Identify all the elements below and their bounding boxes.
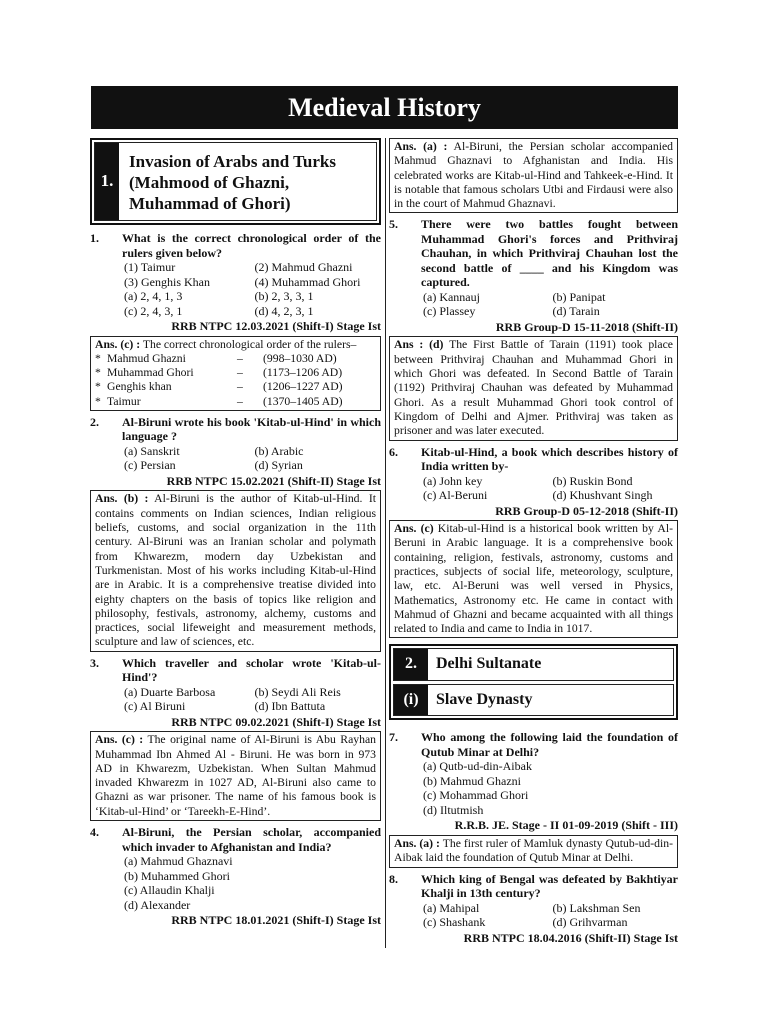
option: (a) Qutb-ud-din-Aibak [423,759,532,774]
question-5-options [423,290,678,319]
section-2-header [393,648,674,681]
option: (b) 2, 3, 3, 1 [254,289,314,303]
question-2 [90,415,381,444]
question-4 [90,825,381,854]
option: (b) Lakshman Sen [552,900,641,915]
section-2-number: 2. [394,649,428,680]
option: (a) Kannauj [423,289,480,304]
answer-5 [389,336,678,440]
question-number: 6. [389,444,398,459]
answer-label: Ans. (b) : [95,492,149,506]
option: (d) Khushvant Singh [552,488,653,503]
question-8-options [423,901,678,930]
question-number: 3. [90,655,99,670]
ruler-years: (998–1030 AD) [263,351,337,365]
option: (b) Muhammed Ghori [124,868,230,883]
option: (b) Panipat [552,289,606,304]
option: (c) Mohammad Ghori [423,788,529,803]
option: (c) Al Biruni [124,699,186,714]
option: (4) Muhammad Ghori [254,274,361,289]
option: (c) Al-Beruni [423,488,488,503]
question-4-source: RRB NTPC 18.01.2021 (Shift-I) Stage Ist [171,913,381,928]
bullet: * [95,366,101,380]
option: (b) Mahmud Ghazni [423,773,521,788]
question-2-options [124,444,381,473]
question-5-source: RRB Group-D 15-11-2018 (Shift-II) [495,319,678,334]
question-3-source: RRB NTPC 09.02.2021 (Shift-I) Stage Ist [171,714,381,729]
dash: – [237,394,243,408]
option: (d) Syrian [254,458,303,473]
answer-text: The first ruler of Mamluk dynasty Qutub-ud-din-Aibak laid the foundation of Qutub Minar at Delhi. [394,836,673,865]
question-number: 4. [90,825,99,840]
option: (b) Seydi Ali Reis [254,684,341,699]
option: (d) Tarain [552,304,600,319]
answer-label: Ans. (a) : [394,836,440,850]
ruler-name: Mahmud Ghazni [107,351,186,365]
question-1 [90,231,381,260]
question-4-options [124,854,381,912]
option: (c) Allaudin Khalji [124,883,215,898]
section-1-header [94,142,377,221]
option: (b) Arabic [254,443,304,458]
question-number: 8. [389,871,398,886]
answer-text: Al-Biruni is the author of Kitab-ul-Hind. It contains comments on Indian sciences, Indian religious beliefs, customs, and social organization in the 11th century. Al-Biruni was an Iranian scholar and polymath from Khwarezm, modern day Uzbekistan and Turkmenistan. Most of his works including Kitab-ul-Hind are in Arabic. It is a comprehensive treatise divided into eighty chapters on the basis of topics like religion and philosophy, festivals, astronomy, alchemy, customs and practices, social lifeweight and measurement methods, sculpture and law of sciences, etc. [95,492,376,649]
answer-6 [389,520,678,638]
answer-4 [389,138,678,213]
option: (2) Mahmud Ghazni [254,260,353,274]
section-1-header-box [90,138,381,225]
column-divider [385,138,386,948]
option: (d) Iltutmish [423,802,484,817]
page-title: Medieval History [91,86,678,129]
ruler-row [95,352,376,366]
question-8 [389,872,678,901]
question-text: There were two battles fought between Muhammad Ghori's forces and Prithviraj Chauhan, in which Prithviraj Chauhan lost the second battle of ____ and his Kingdom was captured. [421,217,678,290]
question-1-source: RRB NTPC 12.03.2021 (Shift-I) Stage Ist [171,319,381,333]
option: (d) Alexander [124,897,191,912]
dash: – [237,366,243,380]
option: (a) Duarte Barbosa [124,684,216,699]
ruler-name: Genghis khan [107,380,172,394]
option: (d) Ibn Battuta [254,699,326,714]
option: (3) Genghis Khan [124,274,210,289]
bullet: * [95,351,101,365]
question-6 [389,445,678,474]
option: (c) Plassey [423,304,476,319]
ruler-years: (1370–1405 AD) [263,394,343,408]
answer-label: Ans. (a) : [394,140,448,153]
option: (a) Sanskrit [124,443,180,458]
ruler-name: Muhammad Ghori [107,366,194,380]
question-8-source: RRB NTPC 18.04.2016 (Shift-II) Stage Ist [463,930,678,945]
question-number: 7. [389,730,398,745]
bullet: * [95,394,101,408]
bullet: * [95,380,101,394]
question-text: What is the correct chronological order of the rulers given below? [122,231,381,260]
question-3 [90,656,381,685]
option: (a) John key [423,473,483,488]
answer-text: The First Battle of Tarain (1191) took place between Prithviraj Chauhan and Muhammad Ghori in which Ghori was defeated. In Second Battle of Tarain (1192) Prithviraj Chauhan was defeated by Muhammad Ghori. As a result Muhammad Ghori took control of Kingdom of Delhi and Ajmer. Prithviraj was taken as prisoner and was later executed. [394,338,673,438]
answer-2 [90,490,381,651]
answer-label: Ans. (c) : [95,733,144,747]
answer-3 [90,731,381,821]
ruler-name: Taimur [107,394,141,408]
section-2-header-box [389,644,678,720]
question-7 [389,730,678,759]
option: (1) Taimur [124,260,176,274]
ruler-row [95,366,376,380]
question-7-options [423,759,678,817]
question-number: 2. [90,414,99,429]
answer-1 [90,336,381,411]
option: (c) Shashank [423,915,486,930]
question-2-source: RRB NTPC 15.02.2021 (Shift-II) Stage Ist [166,473,381,488]
question-number: 1. [90,231,99,245]
option: (b) Ruskin Bond [552,473,633,488]
ruler-years: (1173–1206 AD) [263,366,343,380]
question-7-source: R.R.B. JE. Stage - II 01-09-2019 (Shift - III) [454,818,678,833]
question-6-options [423,474,678,503]
question-1-options [124,260,381,318]
subsection-number: (i) [394,685,428,716]
option: (c) 2, 4, 3, 1 [124,303,183,318]
ruler-years: (1206–1227 AD) [263,380,343,394]
answer-label: Ans. (c) : [95,337,141,351]
section-1-title: Invasion of Arabs and Turks (Mahmood of Ghazni, Muhammad of Ghori) [129,152,336,213]
question-3-options [124,685,381,714]
subsection-header [393,684,674,717]
answer-text: The original name of Al-Biruni is Abu Rayhan Muhammad Ibn Ahmed Al - Biruni. He was born in 973 AD in Khwarezm, Uzbekistan. When Sultan Mahmud invaded Khwarezm in 1027 AD, Al-Biruni also came to Ghazni as war prisoner. The name of his famous book is ‘Kitab-ul-Hind’ or ‘Tareekh-E-Hind’. [95,733,376,818]
option: (a) 2, 4, 1, 3 [124,289,183,303]
left-column [90,138,381,930]
answer-label: Ans : (d) [394,338,444,352]
question-text: Which traveller and scholar wrote 'Kitab-ul-Hind'? [122,655,381,685]
question-text: Who among the following laid the foundation of Qutub Minar at Delhi? [421,730,678,759]
question-text: Al-Biruni, the Persian scholar, accompanied which invader to Afghanistan and India? [122,825,381,854]
dash: – [237,380,243,394]
option: (d) Grihvarman [552,915,628,930]
question-5 [389,217,678,290]
option: (d) 4, 2, 3, 1 [254,303,314,318]
ruler-row [95,395,376,409]
question-6-source: RRB Group-D 05-12-2018 (Shift-II) [495,503,678,518]
ruler-row [95,380,376,394]
question-text: Which king of Bengal was defeated by Bakhtiyar Khalji in 13th century? [421,871,678,901]
question-text: Kitab-ul-Hind, a book which describes history of India written by- [421,444,678,474]
section-1-number: 1. [95,143,119,220]
answer-text: Al-Biruni, the Persian scholar accompanied Mahmud Ghaznavi to Afghanistan and India. His celebrated works are Kitab-ul-Hind and Tahkeek-e-Hind. It is notable that famous scholars Utbi and Firdausi were also in the court of Mahmud Ghaznavi. [394,140,673,211]
answer-label: Ans. (c) [394,522,434,536]
question-text: Al-Biruni wrote his book 'Kitab-ul-Hind' in which language ? [122,414,381,444]
answer-text: The correct chronological order of the rulers– [142,337,357,351]
answer-7 [389,835,678,868]
section-2-title: Delhi Sultanate [436,655,542,673]
subsection-title: Slave Dynasty [436,690,533,708]
option: (c) Persian [124,458,176,473]
answer-text: Kitab-ul-Hind is a historical book written by Al-Beruni in Arabic language. It is a comprehensive book containing, religion, festivals, astronomy, customs and practices, subjects of social life, meteorology, sculpture, law, etc. Al-Beruni was well versed in Physics, Mathematics, Astronomy etc. He came in contact with Mahmud of Ghazni and became acquainted with all things related to India and came to India in 1017. [394,522,673,636]
question-number: 5. [389,217,398,232]
option: (a) Mahipal [423,900,480,915]
right-column [389,138,678,947]
option: (a) Mahmud Ghaznavi [124,854,233,869]
dash: – [237,351,243,365]
